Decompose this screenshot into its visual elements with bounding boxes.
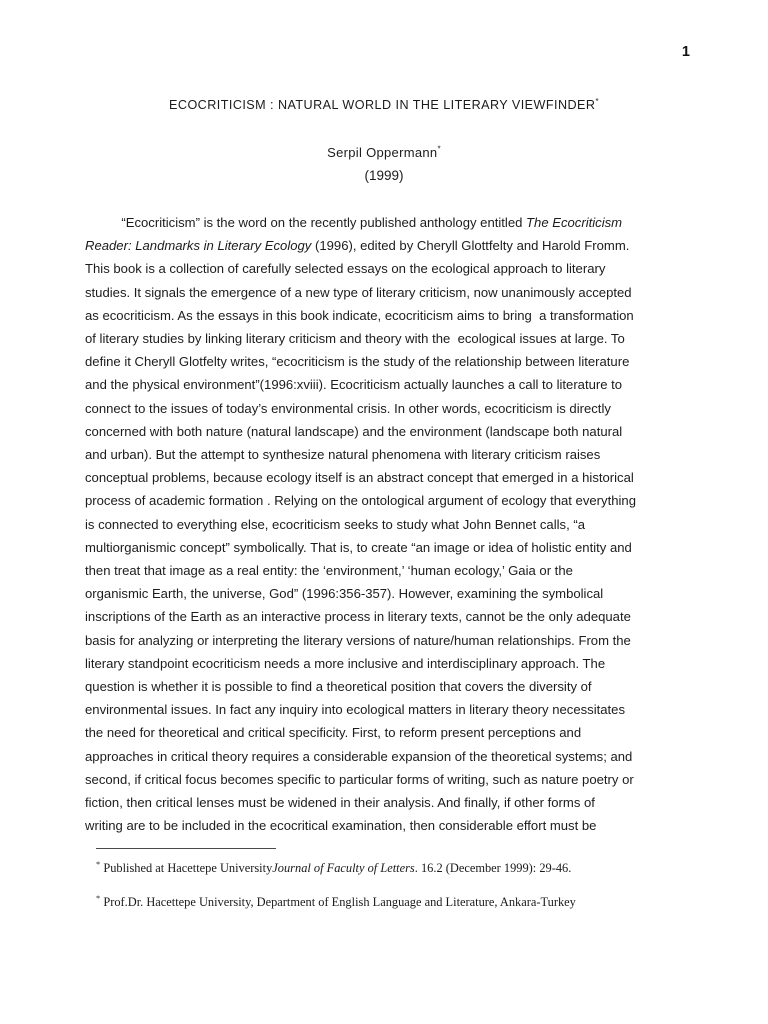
footnote-marker: * [96,892,101,903]
text-run: then treat that image as a real entity: the ‘environment,’ ‘human ecology,’ Gaia or the [85,563,573,579]
footnote-separator-rule [96,848,276,849]
text-run: as ecocriticism. As the essays in this book indicate, ecocriticism aims to bring a transformation [85,307,634,323]
text-run: define it Cheryll Glotfelty writes, “ecocriticism is the study of the relationship between literature [85,354,630,370]
body-line [85,257,685,280]
body-line [85,559,685,582]
body-line [85,629,685,652]
body-line [85,443,685,466]
text-run: process of academic formation . Relying on the ontological argument of ecology that everything [85,493,636,509]
author-name-text: Serpil Oppermann [327,145,438,160]
text-run: multiorganismic concept” symbolically. That is, to create “an image or idea of holistic entity and [85,539,632,555]
italic-run: The Ecocriticism [526,215,623,230]
body-line [85,234,685,257]
author-block [0,144,768,162]
body-line [85,675,685,698]
text-run: fiction, then critical lenses must be widened in their analysis. And finally, if other forms of [85,795,595,811]
text-run: This book is a collection of carefully selected essays on the ecological approach to literary [85,261,606,277]
body-line [85,814,685,837]
body-line [85,281,685,304]
text-run: Published at Hacettepe University [100,861,273,875]
author-name [327,145,441,160]
body-line [85,791,685,814]
body-line [85,211,685,234]
body-line [85,721,685,744]
body-line [85,420,685,443]
body-line [85,327,685,350]
body-line [85,698,685,721]
body-line [85,745,685,768]
body-line [85,582,685,605]
body-line [85,605,685,628]
title-footnote-marker: * [595,96,599,106]
body-line [85,536,685,559]
text-run: environmental issues. In fact any inquiry into ecological matters in literary theory necessitates [85,702,626,718]
footnote-list [96,860,676,911]
text-run: connect to the issues of today’s environmental crisis. In other words, ecocriticism is directly [85,400,611,416]
footnote [96,894,676,911]
text-run: inscriptions of the Earth as an interactive process in literary texts, cannot be the only adequate [85,609,631,625]
text-run: question is whether it is possible to find a theoretical position that covers the diversity of [85,679,592,695]
publication-year: (1999) [364,168,404,183]
text-run: literary standpoint ecocriticism needs a more inclusive and interdisciplinary approach. The [85,655,606,671]
page-title [169,98,599,112]
body-line [85,373,685,396]
text-run: concerned with both nature (natural landscape) and the environment (landscape both natural [85,423,623,439]
text-run: Prof.Dr. Hacettepe University, Department of English Language and Literature, Ankara-Turkey [100,895,576,909]
body-line [85,489,685,512]
footnote-area [96,848,676,928]
text-run: writing are to be included in the ecocritical examination, then considerable effort must be [85,818,597,834]
text-run: “Ecocriticism” is the word on the recently published anthology entitled [85,215,527,230]
text-run: second, if critical focus becomes specific to particular forms of writing, such as nature poetry or [85,771,634,787]
body-line [85,466,685,489]
author-footnote-marker: * [437,144,441,154]
text-run: basis for analyzing or interpreting the literary versions of nature/human relationships. From the [85,632,631,648]
body-text [85,211,685,837]
text-run: approaches in critical theory requires a considerable expansion of the theoretical systems; and [85,748,633,764]
body-line [85,513,685,536]
title-block [0,96,768,114]
body-line [85,397,685,420]
page-title-text: ECOCRITICISM : NATURAL WORLD IN THE LITERARY VIEWFINDER [169,98,596,112]
text-run: organismic Earth, the universe, God” (1996:356-357). However, examining the symbolical [85,586,604,602]
italic-run: Journal of Faculty of Letters [272,861,415,875]
text-run: and the physical environment”(1996:xviii). Ecocriticism actually launches a call to literature to [85,377,623,393]
text-run: (1996), edited by Cheryll Glottfelty and Harold Fromm. [311,238,630,254]
body-line [85,768,685,791]
body-line [85,304,685,327]
text-run: studies. It signals the emergence of a new type of literary criticism, now unanimously accepted [85,284,632,300]
italic-run: Reader: Landmarks in Literary Ecology [85,238,312,254]
body-line [85,350,685,373]
footnote [96,860,676,877]
text-run: . 16.2 (December 1999): 29-46. [414,861,572,875]
text-run: and urban). But the attempt to synthesize natural phenomena with literary criticism raises [85,447,601,463]
text-run: the need for theoretical and critical specificity. First, to reform present perceptions and [85,725,582,741]
footnote-marker: * [96,858,101,869]
text-run: conceptual problems, because ecology itself is an abstract concept that emerged in a historical [85,470,634,486]
page-number: 1 [681,44,690,60]
text-run: is connected to everything else, ecocriticism seeks to study what John Bennet calls, “a [85,516,585,532]
body-line [85,652,685,675]
text-run: of literary studies by linking literary criticism and theory with the ecological issues at large. To [85,331,625,347]
